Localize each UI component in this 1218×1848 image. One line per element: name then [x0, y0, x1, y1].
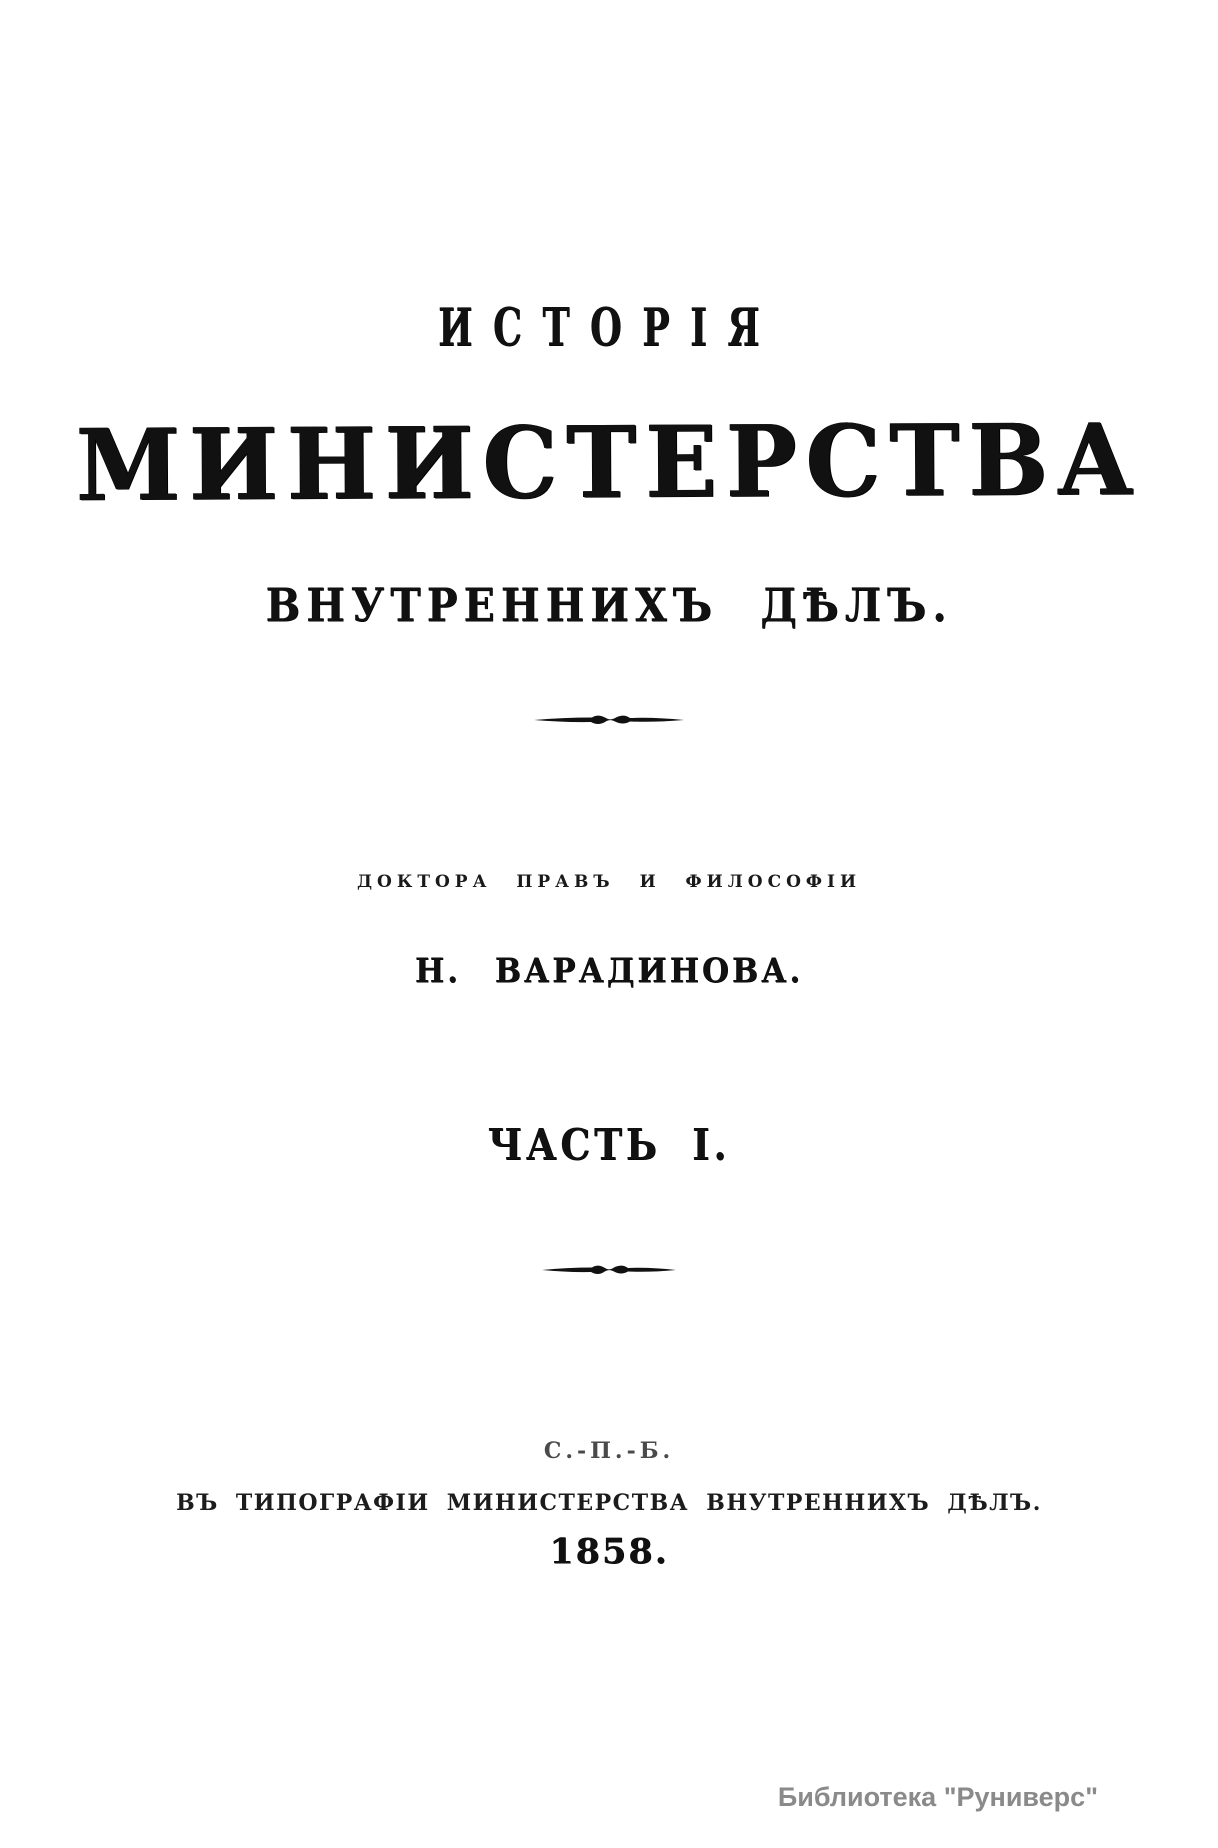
- library-watermark: Библиотека "Руниверс": [777, 1782, 1098, 1812]
- ornament-divider-icon: [542, 1262, 676, 1278]
- imprint-publisher: ВЪ ТИПОГРАФІИ МИНИСТЕРСТВА ВНУТРЕННИХЪ ДѢЛЪ.: [176, 1490, 1042, 1516]
- imprint-city: С.-П.-Б.: [543, 1438, 675, 1464]
- part-label: ЧАСТЬ I.: [487, 1119, 731, 1171]
- ornament-divider-icon: [534, 712, 684, 728]
- imprint-year: 1858.: [549, 1531, 669, 1572]
- ornament-divider-bottom: [542, 1262, 676, 1282]
- author-degree-line: ДОКТОРА ПРАВЪ И ФИЛОСОФІИ: [356, 872, 862, 892]
- book-subtitle: ВНУТРЕННИХЪ ДѢЛЪ.: [265, 578, 953, 633]
- ornament-divider-top: [534, 712, 684, 732]
- book-header-title: ИСТОРІЯ: [437, 297, 781, 360]
- author-name-line: Н. ВАРАДИНОВА.: [414, 951, 804, 991]
- book-main-title: МИНИСТЕРСТВА: [75, 402, 1143, 525]
